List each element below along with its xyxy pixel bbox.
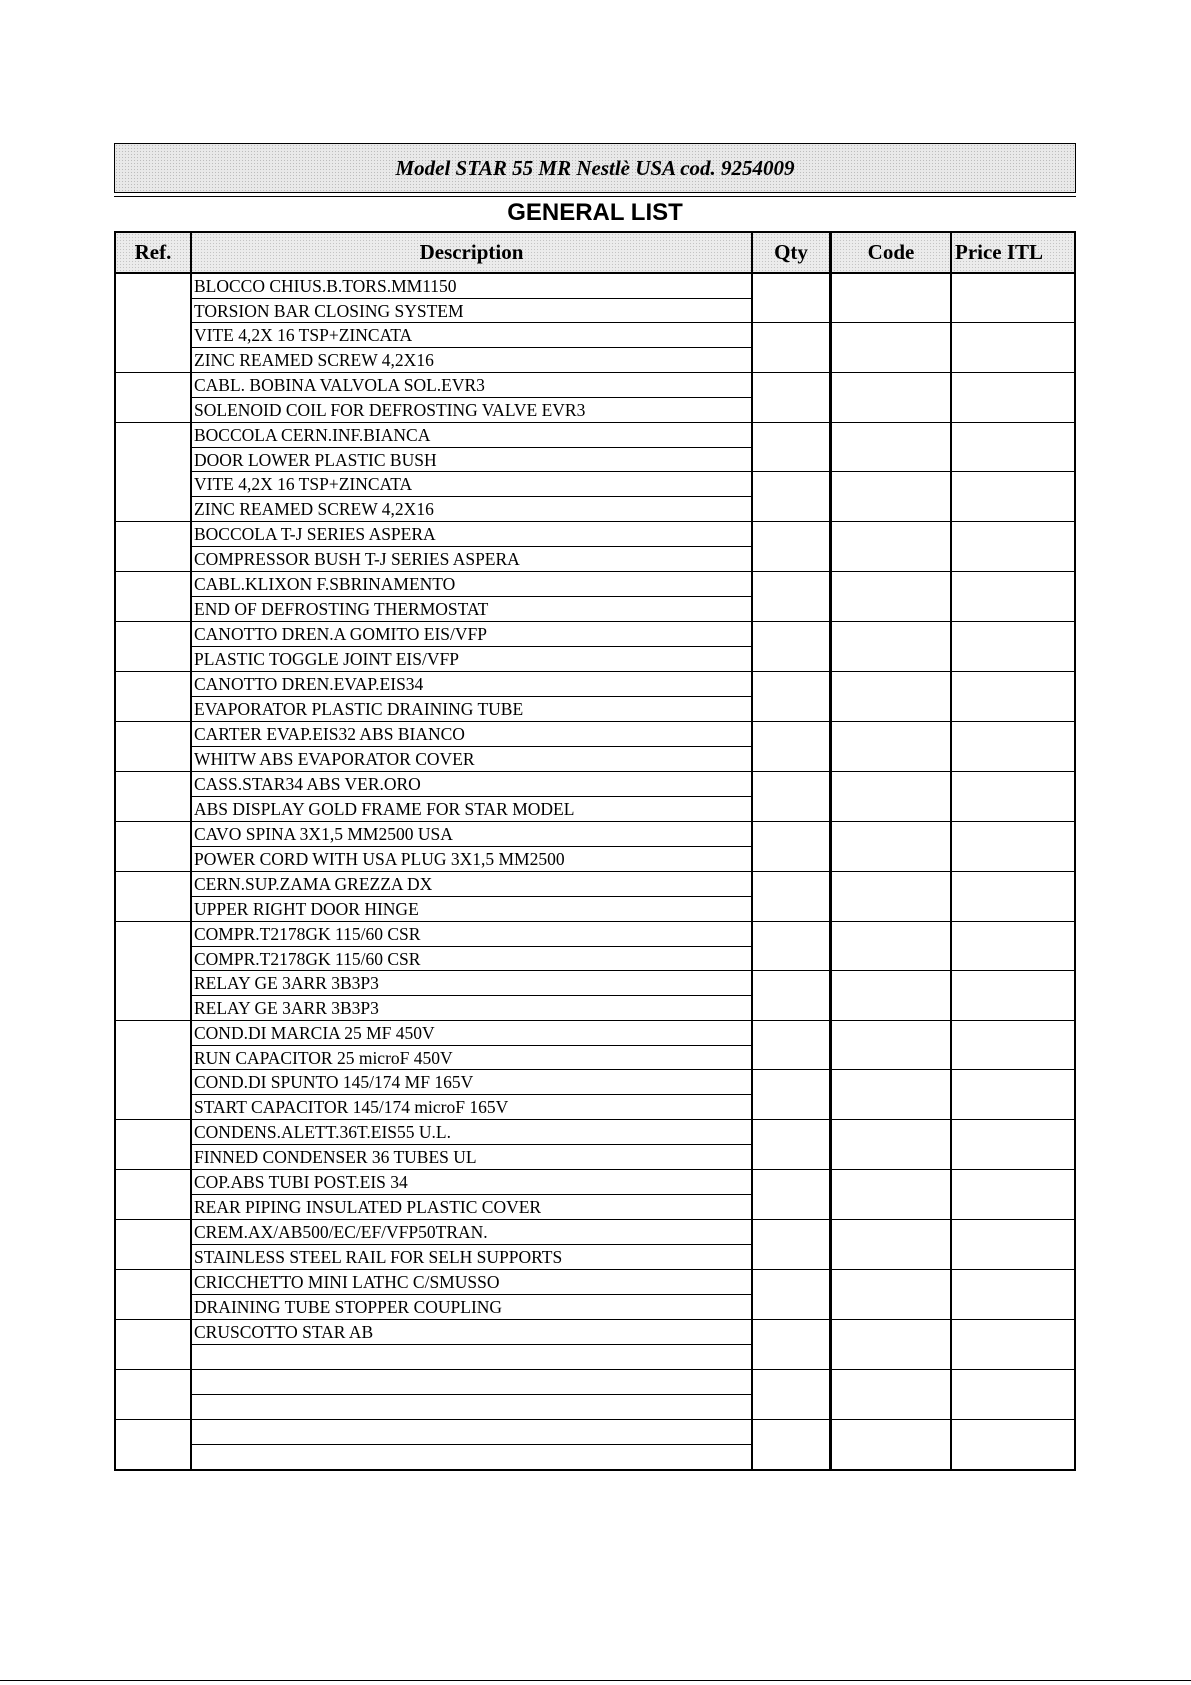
sub-cell xyxy=(952,971,1074,1020)
sub-cell xyxy=(753,274,829,323)
description-cell xyxy=(192,722,753,771)
description-cell xyxy=(192,1220,753,1269)
price-cell xyxy=(952,1420,1074,1469)
price-cell xyxy=(952,872,1074,921)
ref-cell xyxy=(116,622,192,671)
sub-cell xyxy=(832,1021,950,1070)
description-line: CABL. BOBINA VALVOLA SOL.EVR3 xyxy=(192,373,751,398)
sub-cell xyxy=(753,323,829,372)
description-line: ABS DISPLAY GOLD FRAME FOR STAR MODEL xyxy=(194,798,575,819)
sub-cell xyxy=(952,672,1074,721)
price-cell xyxy=(952,274,1074,372)
qty-cell xyxy=(753,622,832,671)
sub-cell xyxy=(753,1270,829,1319)
description-cell xyxy=(192,822,753,871)
sub-cell xyxy=(952,274,1074,323)
table-row-group xyxy=(116,274,1074,373)
description-line xyxy=(192,1445,751,1470)
description-line: WHITW ABS EVAPORATOR COVER xyxy=(194,748,475,769)
qty-cell xyxy=(753,822,832,871)
description-line: RELAY GE 3ARR 3B3P3 xyxy=(194,997,379,1018)
sub-cell xyxy=(832,622,950,671)
qty-cell xyxy=(753,1170,832,1219)
description-line: COMPR.T2178GK 115/60 CSR xyxy=(192,922,751,947)
price-cell xyxy=(952,1170,1074,1219)
code-cell xyxy=(832,572,952,621)
code-cell xyxy=(832,1021,952,1119)
description-line: BOCCOLA CERN.INF.BIANCA xyxy=(192,423,751,448)
sub-cell xyxy=(952,572,1074,621)
qty-cell xyxy=(753,1370,832,1419)
description-cell xyxy=(192,1420,753,1469)
sub-cell xyxy=(832,274,950,323)
description-line: POWER CORD WITH USA PLUG 3X1,5 MM2500 xyxy=(194,848,565,869)
table-row-group xyxy=(116,872,1074,922)
table-row-group xyxy=(116,1420,1074,1469)
description-line: VITE 4,2X 16 TSP+ZINCATA xyxy=(192,472,751,497)
price-cell xyxy=(952,1021,1074,1119)
table-row-group xyxy=(116,622,1074,672)
description-line: ZINC REAMED SCREW 4,2X16 xyxy=(194,498,434,519)
sub-cell xyxy=(832,522,950,571)
sub-cell xyxy=(952,1270,1074,1319)
sub-cell xyxy=(753,622,829,671)
price-cell xyxy=(952,922,1074,1020)
sub-cell xyxy=(832,822,950,871)
qty-cell xyxy=(753,1120,832,1169)
sub-cell xyxy=(753,1370,829,1419)
description-line: CARTER EVAP.EIS32 ABS BIANCO xyxy=(192,722,751,747)
sub-cell xyxy=(952,423,1074,472)
ref-cell xyxy=(116,872,192,921)
code-cell xyxy=(832,872,952,921)
qty-cell xyxy=(753,922,832,1020)
sub-cell xyxy=(753,572,829,621)
table-row-group xyxy=(116,1170,1074,1220)
price-cell xyxy=(952,1370,1074,1419)
sub-cell xyxy=(832,971,950,1020)
ref-cell xyxy=(116,1170,192,1219)
table-row-group xyxy=(116,1370,1074,1420)
sub-cell xyxy=(952,472,1074,521)
sub-cell xyxy=(832,373,950,422)
sub-cell xyxy=(753,522,829,571)
description-line: CASS.STAR34 ABS VER.ORO xyxy=(192,772,751,797)
code-cell xyxy=(832,922,952,1020)
qty-cell xyxy=(753,1021,832,1119)
ref-cell xyxy=(116,672,192,721)
description-line: END OF DEFROSTING THERMOSTAT xyxy=(194,598,489,619)
table-row-group xyxy=(116,423,1074,522)
description-line: DOOR LOWER PLASTIC BUSH xyxy=(192,448,751,473)
description-line: COMPRESSOR BUSH T-J SERIES ASPERA xyxy=(194,548,520,569)
description-cell xyxy=(192,1170,753,1219)
sub-cell xyxy=(952,772,1074,821)
description-line xyxy=(192,1395,751,1420)
description-cell xyxy=(192,872,753,921)
description-line: CANOTTO DREN.A GOMITO EIS/VFP xyxy=(192,622,751,647)
parts-table xyxy=(114,231,1076,1471)
sub-cell xyxy=(832,922,950,971)
table-row-group xyxy=(116,922,1074,1021)
sub-cell xyxy=(832,1220,950,1269)
sub-cell xyxy=(753,1170,829,1219)
table-row-group xyxy=(116,1021,1074,1120)
ref-cell xyxy=(116,423,192,521)
sub-cell xyxy=(753,423,829,472)
column-header-price: Price ITL xyxy=(955,240,1044,264)
qty-cell xyxy=(753,772,832,821)
description-cell xyxy=(192,1021,753,1119)
sub-cell xyxy=(832,1070,950,1119)
sub-cell xyxy=(753,373,829,422)
code-cell xyxy=(832,672,952,721)
sub-cell xyxy=(952,1120,1074,1169)
description-line: SOLENOID COIL FOR DEFROSTING VALVE EVR3 xyxy=(194,399,586,420)
sub-cell xyxy=(753,1120,829,1169)
code-cell xyxy=(832,822,952,871)
sub-cell xyxy=(753,722,829,771)
qty-cell xyxy=(753,373,832,422)
sub-cell xyxy=(952,622,1074,671)
sub-cell xyxy=(753,872,829,921)
code-cell xyxy=(832,423,952,521)
code-cell xyxy=(832,274,952,372)
price-cell xyxy=(952,772,1074,821)
sub-cell xyxy=(952,373,1074,422)
sub-cell xyxy=(753,1320,829,1369)
sub-cell xyxy=(952,1021,1074,1070)
table-row-group xyxy=(116,672,1074,722)
ref-cell xyxy=(116,1120,192,1169)
qty-cell xyxy=(753,1420,832,1469)
code-cell xyxy=(832,772,952,821)
code-cell xyxy=(832,522,952,571)
description-cell xyxy=(192,572,753,621)
description-line: BOCCOLA T-J SERIES ASPERA xyxy=(192,522,751,547)
description-cell xyxy=(192,522,753,571)
table-row-group xyxy=(116,722,1074,772)
sub-cell xyxy=(832,872,950,921)
description-line: BLOCCO CHIUS.B.TORS.MM1150 xyxy=(192,274,751,299)
description-cell xyxy=(192,772,753,821)
price-cell xyxy=(952,722,1074,771)
description-cell xyxy=(192,1320,753,1369)
description-line: REAR PIPING INSULATED PLASTIC COVER xyxy=(194,1196,542,1217)
qty-cell xyxy=(753,1320,832,1369)
ref-cell xyxy=(116,922,192,1020)
column-header-description: Description xyxy=(192,233,753,272)
sub-cell xyxy=(952,1170,1074,1219)
description-line: COND.DI MARCIA 25 MF 450V xyxy=(192,1021,751,1046)
sub-cell xyxy=(753,971,829,1020)
ref-cell xyxy=(116,274,192,372)
qty-cell xyxy=(753,722,832,771)
ref-cell xyxy=(116,522,192,571)
description-line: RELAY GE 3ARR 3B3P3 xyxy=(192,971,751,996)
description-line: PLASTIC TOGGLE JOINT EIS/VFP xyxy=(194,648,459,669)
qty-cell xyxy=(753,522,832,571)
description-cell xyxy=(192,423,753,521)
sub-cell xyxy=(832,423,950,472)
description-cell xyxy=(192,373,753,422)
title-underline xyxy=(114,196,1076,197)
table-row-group xyxy=(116,522,1074,572)
ref-cell xyxy=(116,1021,192,1119)
table-row-group xyxy=(116,822,1074,872)
sub-cell xyxy=(832,572,950,621)
column-header-ref: Ref. xyxy=(116,233,192,272)
qty-cell xyxy=(753,423,832,521)
description-line xyxy=(192,1420,751,1445)
description-line: ZINC REAMED SCREW 4,2X16 xyxy=(194,349,434,370)
column-header-code: Code xyxy=(832,233,952,272)
sub-cell xyxy=(832,772,950,821)
description-line: RUN CAPACITOR 25 microF 450V xyxy=(192,1046,751,1071)
description-line xyxy=(192,1345,751,1370)
code-cell xyxy=(832,1370,952,1419)
sub-cell xyxy=(952,522,1074,571)
ref-cell xyxy=(116,822,192,871)
table-row-group xyxy=(116,572,1074,622)
description-cell xyxy=(192,1120,753,1169)
sub-cell xyxy=(753,672,829,721)
table-row-group xyxy=(116,1220,1074,1270)
sub-cell xyxy=(952,1420,1074,1469)
ref-cell xyxy=(116,1220,192,1269)
price-cell xyxy=(952,822,1074,871)
sub-cell xyxy=(753,472,829,521)
description-line: FINNED CONDENSER 36 TUBES UL xyxy=(194,1146,477,1167)
sub-cell xyxy=(832,722,950,771)
sub-cell xyxy=(952,822,1074,871)
ref-cell xyxy=(116,1320,192,1369)
table-row-group xyxy=(116,1120,1074,1170)
sub-cell xyxy=(832,1420,950,1469)
sub-cell xyxy=(753,1070,829,1119)
sub-cell xyxy=(832,1120,950,1169)
price-cell xyxy=(952,572,1074,621)
description-cell xyxy=(192,672,753,721)
model-title-box xyxy=(114,143,1076,193)
ref-cell xyxy=(116,572,192,621)
footer-rule xyxy=(0,1680,1191,1681)
ref-cell xyxy=(116,1370,192,1419)
description-line: COP.ABS TUBI POST.EIS 34 xyxy=(192,1170,751,1195)
description-line: CERN.SUP.ZAMA GREZZA DX xyxy=(192,872,751,897)
description-line: CONDENS.ALETT.36T.EIS55 U.L. xyxy=(192,1120,751,1145)
description-line: START CAPACITOR 145/174 microF 165V xyxy=(194,1096,509,1117)
description-line: UPPER RIGHT DOOR HINGE xyxy=(194,898,419,919)
price-cell xyxy=(952,1220,1074,1269)
price-cell xyxy=(952,1120,1074,1169)
price-cell xyxy=(952,423,1074,521)
sub-cell xyxy=(832,472,950,521)
price-cell xyxy=(952,1270,1074,1319)
ref-cell xyxy=(116,722,192,771)
sub-cell xyxy=(832,323,950,372)
qty-cell xyxy=(753,872,832,921)
qty-cell xyxy=(753,1220,832,1269)
description-line: COMPR.T2178GK 115/60 CSR xyxy=(192,947,751,972)
table-row-group xyxy=(116,373,1074,423)
sub-cell xyxy=(753,1220,829,1269)
price-cell xyxy=(952,622,1074,671)
description-line: CAVO SPINA 3X1,5 MM2500 USA xyxy=(192,822,751,847)
qty-cell xyxy=(753,572,832,621)
description-line xyxy=(192,1370,751,1395)
description-line: COND.DI SPUNTO 145/174 MF 165V xyxy=(192,1070,751,1095)
sub-cell xyxy=(952,323,1074,372)
code-cell xyxy=(832,1270,952,1319)
price-cell xyxy=(952,1320,1074,1369)
sub-cell xyxy=(952,1370,1074,1419)
price-cell xyxy=(952,522,1074,571)
ref-cell xyxy=(116,1270,192,1319)
ref-cell xyxy=(116,1420,192,1469)
code-cell xyxy=(832,1120,952,1169)
table-row-group xyxy=(116,1270,1074,1320)
ref-cell xyxy=(116,373,192,422)
description-line: STAINLESS STEEL RAIL FOR SELH SUPPORTS xyxy=(194,1246,563,1267)
sub-cell xyxy=(753,822,829,871)
qty-cell xyxy=(753,1270,832,1319)
description-line: CANOTTO DREN.EVAP.EIS34 xyxy=(192,672,751,697)
model-title: Model STAR 55 MR Nestlè USA cod. 9254009 xyxy=(395,155,795,180)
code-cell xyxy=(832,622,952,671)
sub-cell xyxy=(753,1021,829,1070)
table-header xyxy=(114,231,1076,274)
qty-cell xyxy=(753,274,832,372)
sub-cell xyxy=(753,772,829,821)
sub-cell xyxy=(952,1320,1074,1369)
description-cell xyxy=(192,622,753,671)
sub-cell xyxy=(832,1320,950,1369)
description-line: CRUSCOTTO STAR AB xyxy=(192,1320,751,1345)
table-row-group xyxy=(116,772,1074,822)
code-cell xyxy=(832,1220,952,1269)
sub-cell xyxy=(952,722,1074,771)
description-line: EVAPORATOR PLASTIC DRAINING TUBE xyxy=(194,698,524,719)
sub-cell xyxy=(952,922,1074,971)
ref-cell xyxy=(116,772,192,821)
description-line: CREM.AX/AB500/EC/EF/VFP50TRAN. xyxy=(192,1220,751,1245)
sub-cell xyxy=(753,922,829,971)
price-cell xyxy=(952,373,1074,422)
qty-cell xyxy=(753,672,832,721)
column-header-qty: Qty xyxy=(753,233,832,272)
sub-cell xyxy=(952,1220,1074,1269)
code-cell xyxy=(832,722,952,771)
price-cell xyxy=(952,672,1074,721)
description-line: TORSION BAR CLOSING SYSTEM xyxy=(192,299,751,324)
sub-cell xyxy=(832,672,950,721)
page-subtitle: GENERAL LIST xyxy=(507,199,683,226)
sub-cell xyxy=(753,1420,829,1469)
table-body xyxy=(114,274,1076,1471)
code-cell xyxy=(832,1420,952,1469)
code-cell xyxy=(832,373,952,422)
code-cell xyxy=(832,1320,952,1369)
sub-cell xyxy=(952,872,1074,921)
sub-cell xyxy=(832,1370,950,1419)
code-cell xyxy=(832,1170,952,1219)
description-line: CABL.KLIXON F.SBRINAMENTO xyxy=(192,572,751,597)
description-cell xyxy=(192,1370,753,1419)
description-line: DRAINING TUBE STOPPER COUPLING xyxy=(194,1296,503,1317)
description-line: CRICCHETTO MINI LATHC C/SMUSSO xyxy=(192,1270,751,1295)
sub-cell xyxy=(832,1170,950,1219)
sub-cell xyxy=(952,1070,1074,1119)
description-cell xyxy=(192,274,753,372)
table-row-group xyxy=(116,1320,1074,1370)
description-cell xyxy=(192,1270,753,1319)
description-line: VITE 4,2X 16 TSP+ZINCATA xyxy=(192,323,751,348)
sub-cell xyxy=(832,1270,950,1319)
description-cell xyxy=(192,922,753,1020)
